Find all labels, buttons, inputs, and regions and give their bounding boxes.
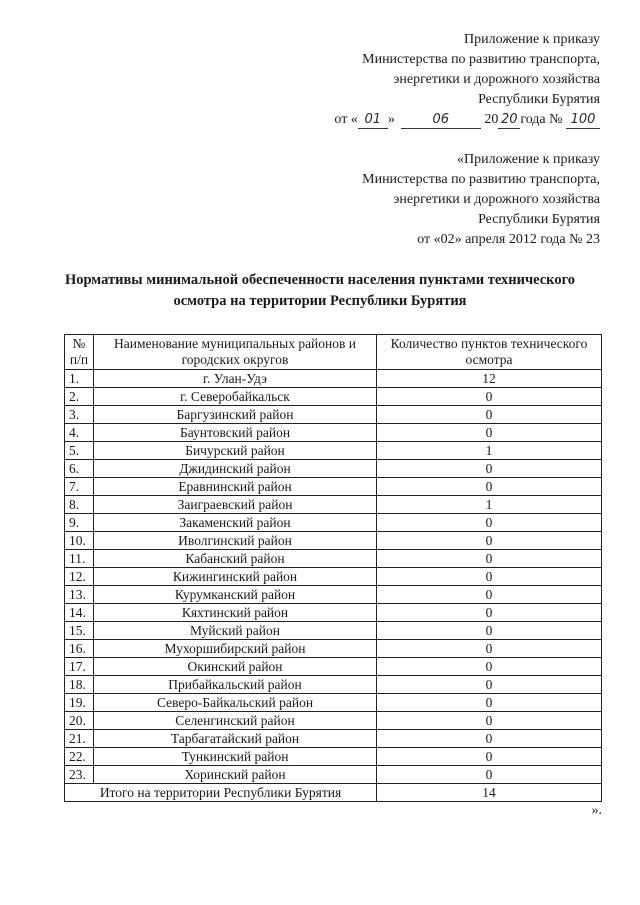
inspection-count: 0 [377, 388, 602, 406]
row-number: 20. [65, 712, 94, 730]
district-name: Иволгинский район [94, 532, 377, 550]
title-line: Нормативы минимальной обеспеченности населения пунктами технического [64, 272, 576, 288]
document-title [40, 270, 600, 312]
date-year-handwritten: 20 [498, 112, 520, 129]
row-number: 9. [65, 514, 94, 532]
district-name: Бичурский район [94, 442, 377, 460]
inspection-count: 0 [377, 586, 602, 604]
table-row [65, 496, 602, 514]
order-date-line [334, 110, 600, 130]
district-name: г. Северобайкальск [94, 388, 377, 406]
inspection-count: 0 [377, 748, 602, 766]
inspection-count: 0 [377, 478, 602, 496]
row-number: 8. [65, 496, 94, 514]
date-year-suffix: года № [520, 112, 563, 127]
table-row [65, 532, 602, 550]
table-row [65, 676, 602, 694]
header-line: Приложение к приказу [464, 32, 600, 47]
table-row [65, 694, 602, 712]
header-line: Министерства по развитию транспорта, [362, 172, 600, 187]
header-line: энергетики и дорожного хозяйства [393, 72, 600, 87]
header-name: Наименование муниципальных районов и городских округов [94, 335, 377, 370]
inspection-count: 0 [377, 550, 602, 568]
inspection-count: 0 [377, 640, 602, 658]
header-line: Республики Бурятия [478, 92, 600, 107]
table-row [65, 730, 602, 748]
row-number: 7. [65, 478, 94, 496]
table-header-row [65, 335, 602, 370]
table-row [65, 388, 602, 406]
district-name: Тарбагатайский район [94, 730, 377, 748]
total-row [65, 784, 602, 802]
district-name: Курумканский район [94, 586, 377, 604]
row-number: 12. [65, 568, 94, 586]
header-num: № п/п [65, 335, 94, 370]
inspection-count: 1 [377, 496, 602, 514]
row-number: 10. [65, 532, 94, 550]
inspection-count: 0 [377, 406, 602, 424]
inspection-count: 0 [377, 712, 602, 730]
header-line: энергетики и дорожного хозяйства [393, 192, 600, 207]
row-number: 15. [65, 622, 94, 640]
row-number: 22. [65, 748, 94, 766]
row-number: 18. [65, 676, 94, 694]
row-number: 17. [65, 658, 94, 676]
table-row [65, 370, 602, 388]
inspection-count: 12 [377, 370, 602, 388]
district-name: Окинский район [94, 658, 377, 676]
table-row [65, 658, 602, 676]
table-row [65, 550, 602, 568]
total-label: Итого на территории Республики Бурятия [65, 784, 377, 802]
table-row [65, 514, 602, 532]
inspection-count: 0 [377, 604, 602, 622]
original-appendix-header [362, 150, 600, 250]
table-row [65, 622, 602, 640]
district-name: Мухоршибирский район [94, 640, 377, 658]
header-line: «Приложение к приказу [457, 152, 600, 167]
closing-quote-mark: ». [591, 803, 602, 818]
order-number-handwritten: 100 [566, 112, 600, 129]
district-name: Кабанский район [94, 550, 377, 568]
row-number: 19. [65, 694, 94, 712]
inspection-count: 0 [377, 532, 602, 550]
table-row [65, 478, 602, 496]
table-row [65, 586, 602, 604]
table-row [65, 748, 602, 766]
row-number: 23. [65, 766, 94, 784]
row-number: 13. [65, 586, 94, 604]
district-name: Закаменский район [94, 514, 377, 532]
row-number: 14. [65, 604, 94, 622]
table-row [65, 604, 602, 622]
inspection-count: 0 [377, 568, 602, 586]
district-name: Хоринский район [94, 766, 377, 784]
inspection-count: 0 [377, 658, 602, 676]
district-name: Муйский район [94, 622, 377, 640]
table-row [65, 640, 602, 658]
table-row [65, 460, 602, 478]
order-appendix-header [334, 30, 600, 130]
row-number: 1. [65, 370, 94, 388]
header-count: Количество пунктов технического осмотра [377, 335, 602, 370]
table-row [65, 406, 602, 424]
inspection-count: 1 [377, 442, 602, 460]
inspection-count: 0 [377, 676, 602, 694]
row-number: 21. [65, 730, 94, 748]
header-line: Республики Бурятия [478, 212, 600, 227]
inspection-count: 0 [377, 514, 602, 532]
total-count: 14 [377, 784, 602, 802]
date-prefix: от « [334, 112, 358, 127]
header-line: Министерства по развитию транспорта, [362, 52, 600, 67]
title-line: осмотра на территории Республики Бурятия [173, 293, 467, 309]
inspection-count: 0 [377, 622, 602, 640]
inspection-count: 0 [377, 766, 602, 784]
district-name: Северо-Байкальский район [94, 694, 377, 712]
table-row [65, 712, 602, 730]
district-name: Селенгинский район [94, 712, 377, 730]
date-year-prefix: 20 [484, 112, 499, 127]
district-name: Баргузинский район [94, 406, 377, 424]
inspection-count: 0 [377, 460, 602, 478]
row-number: 2. [65, 388, 94, 406]
table-row [65, 424, 602, 442]
table-row [65, 766, 602, 784]
row-number: 3. [65, 406, 94, 424]
row-number: 4. [65, 424, 94, 442]
header-line: от «02» апреля 2012 года № 23 [417, 232, 600, 247]
date-mid: » [387, 112, 395, 127]
row-number: 16. [65, 640, 94, 658]
district-name: г. Улан-Удэ [94, 370, 377, 388]
district-name: Еравнинский район [94, 478, 377, 496]
date-day-handwritten: 01 [358, 112, 388, 129]
district-name: Прибайкальский район [94, 676, 377, 694]
district-name: Тункинский район [94, 748, 377, 766]
inspection-count: 0 [377, 424, 602, 442]
district-name: Кяхтинский район [94, 604, 377, 622]
table-body [65, 370, 602, 784]
row-number: 11. [65, 550, 94, 568]
inspection-count: 0 [377, 694, 602, 712]
row-number: 6. [65, 460, 94, 478]
date-month-handwritten: 06 [401, 112, 481, 129]
table-row [65, 568, 602, 586]
district-name: Заиграевский район [94, 496, 377, 514]
norms-table [64, 334, 602, 802]
district-name: Кижингинский район [94, 568, 377, 586]
inspection-count: 0 [377, 730, 602, 748]
district-name: Джидинский район [94, 460, 377, 478]
row-number: 5. [65, 442, 94, 460]
table-row [65, 442, 602, 460]
district-name: Баунтовский район [94, 424, 377, 442]
